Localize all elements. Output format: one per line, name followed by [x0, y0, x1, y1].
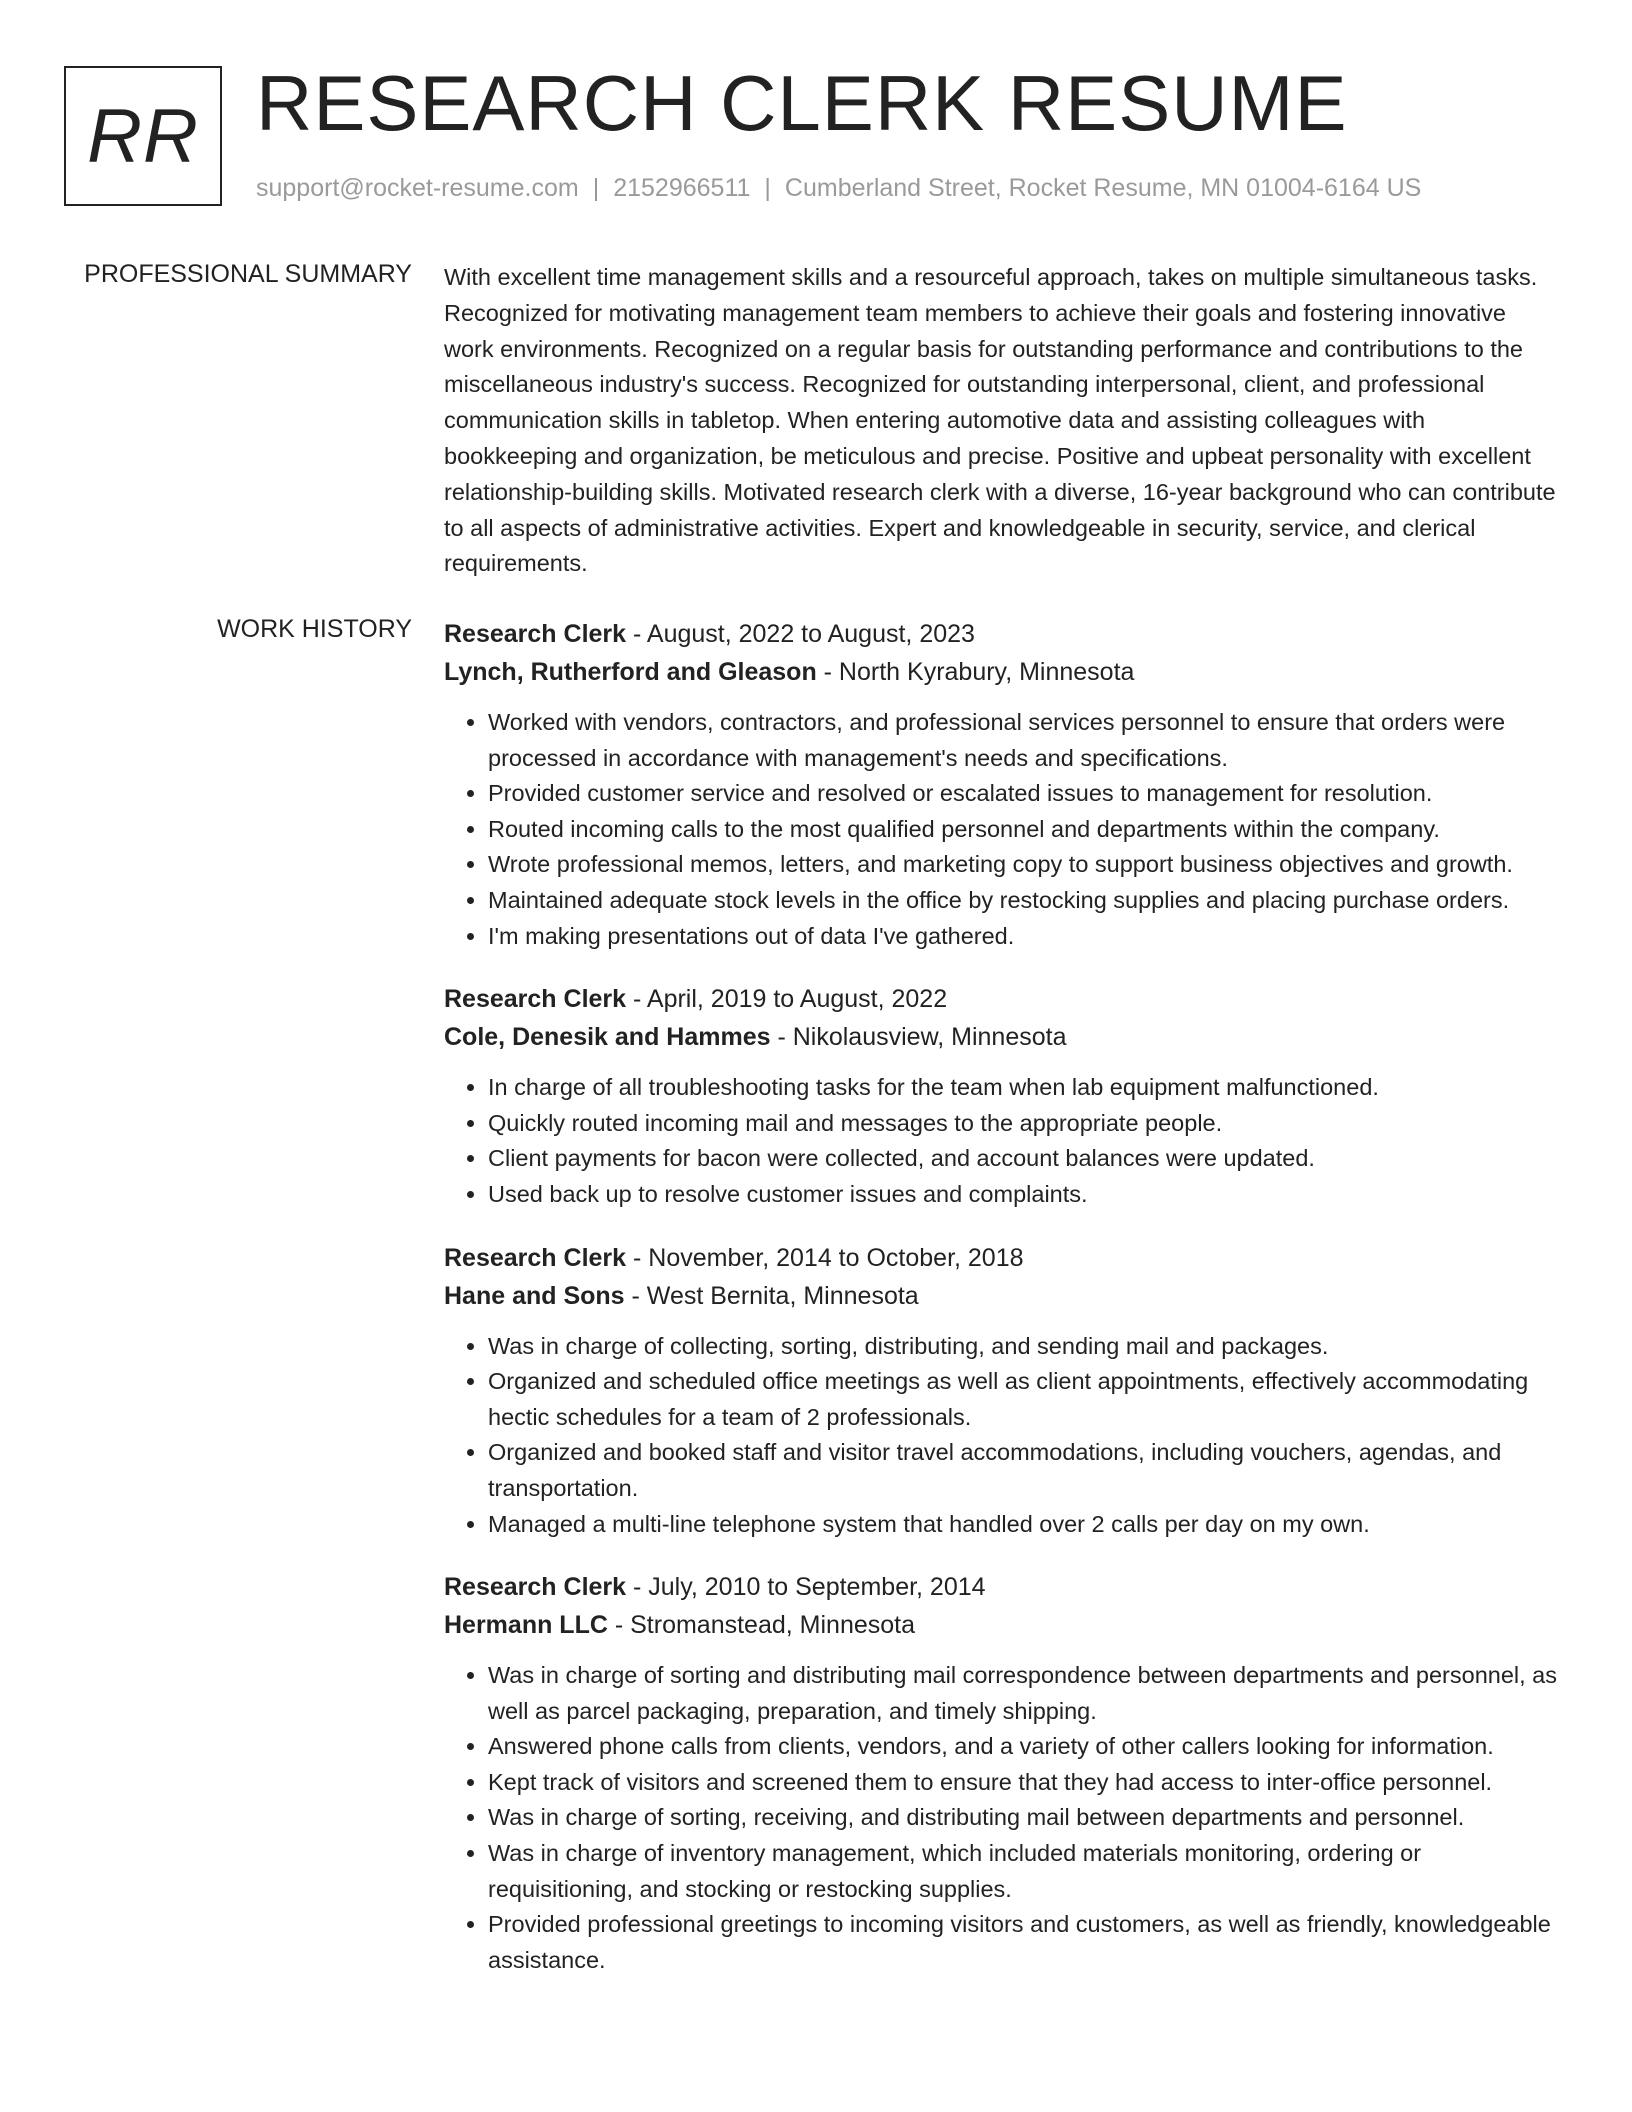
job-entry	[444, 1568, 1559, 1978]
resume-title: RESEARCH CLERK RESUME	[256, 59, 1348, 147]
monogram-initials: RR	[87, 93, 199, 179]
job-bullet: • Managed a multi-line telephone system that handled over 2 calls per day on my own.	[488, 1507, 1559, 1543]
job-company: Hermann LLC	[444, 1611, 608, 1640]
job-company-line	[444, 1018, 1559, 1056]
contact-separator: |	[592, 174, 600, 202]
monogram-box	[64, 66, 222, 206]
job-bullet: • Answered phone calls from clients, vendors, and a variety of other callers looking for information.	[488, 1729, 1559, 1765]
job-company: Lynch, Rutherford and Gleason	[444, 658, 817, 686]
job-bullet: • Wrote professional memos, letters, and marketing copy to support business objectives and growth.	[488, 847, 1559, 883]
job-bullet-list	[444, 1658, 1559, 1978]
work-history-heading: WORK HISTORY	[217, 615, 412, 643]
summary-body	[444, 260, 1559, 582]
job-title: Research Clerk	[444, 985, 627, 1014]
job-bullet: • Provided customer service and resolved or escalated issues to management for resolution.	[488, 776, 1559, 812]
job-entry	[444, 980, 1559, 1212]
job-bullet-list	[444, 1329, 1559, 1543]
job-company-line	[444, 653, 1559, 691]
job-bullet: • Provided professional greetings to incoming visitors and customers, as well as friendly, knowledgeable assistance.	[488, 1907, 1559, 1978]
job-bullet: • I'm making presentations out of data I've gathered.	[488, 919, 1559, 955]
job-bullet: • Was in charge of collecting, sorting, distributing, and sending mail and packages.	[488, 1329, 1559, 1365]
job-company-line	[444, 1277, 1559, 1315]
job-company-line	[444, 1606, 1559, 1644]
work-history-body	[444, 615, 1559, 2004]
job-title-line	[444, 1239, 1559, 1277]
contact-address: Cumberland Street, Rocket Resume, MN 01004-6164 US	[784, 174, 1422, 202]
summary-text: With excellent time management skills and a resourceful approach, takes on multiple simultaneous tasks. Recognized for motivating management team members to achieve their goals and fostering innovative work environments. Recognized on a regular basis for outstanding performance and contributions to the miscellaneous industry's success. Recognized for outstanding interpersonal, client, and professional communication skills in tabletop. When entering automotive data and assisting colleagues with bookkeeping and organization, be meticulous and precise. Positive and upbeat personality with excellent relationship-building skills. Motivated research clerk with a diverse, 16-year background who can contribute to all aspects of administrative activities. Expert and knowledgeable in security, service, and clerical requirements.	[444, 264, 1556, 577]
job-bullet: • In charge of all troubleshooting tasks for the team when lab equipment malfunctioned.	[488, 1070, 1559, 1106]
job-title-line	[444, 615, 1559, 653]
job-bullet: • Maintained adequate stock levels in the office by restocking supplies and placing purchase orders.	[488, 883, 1559, 919]
job-location: - West Bernita, Minnesota	[624, 1281, 919, 1310]
job-dates: - August, 2022 to August, 2023	[626, 620, 975, 648]
job-title-line	[444, 1568, 1559, 1606]
job-title: Research Clerk	[444, 1243, 627, 1272]
job-bullet: • Routed incoming calls to the most qualified personnel and departments within the company.	[488, 812, 1559, 848]
contact-separator: |	[764, 174, 771, 202]
job-dates: - November, 2014 to October, 2018	[626, 1243, 1024, 1272]
job-bullet: • Quickly routed incoming mail and messages to the appropriate people.	[488, 1106, 1559, 1142]
contact-phone[interactable]: 2152966511	[613, 174, 751, 202]
job-bullet: • Was in charge of sorting, receiving, and distributing mail between departments and personnel.	[488, 1800, 1559, 1836]
contact-email[interactable]: support@rocket-resume.com	[256, 174, 579, 202]
job-title: Research Clerk	[444, 620, 627, 648]
job-bullet: • Worked with vendors, contractors, and professional services personnel to ensure that orders were processed in accordance with management's needs and specifications.	[488, 705, 1559, 776]
job-location: - Nikolausview, Minnesota	[770, 1023, 1067, 1052]
job-bullet: • Client payments for bacon were collected, and account balances were updated.	[488, 1141, 1559, 1177]
job-title-line	[444, 980, 1559, 1018]
job-bullet: • Organized and booked staff and visitor travel accommodations, including vouchers, agendas, and transportation.	[488, 1435, 1559, 1506]
job-location: - North Kyrabury, Minnesota	[816, 658, 1135, 686]
job-bullet: • Organized and scheduled office meetings as well as client appointments, effectively accommodating hectic schedules for a team of 2 professionals.	[488, 1364, 1559, 1435]
job-bullet: • Was in charge of sorting and distributing mail correspondence between departments and personnel, as well as parcel packaging, preparation, and timely shipping.	[488, 1658, 1559, 1729]
summary-heading: PROFESSIONAL SUMMARY	[84, 260, 412, 288]
job-location: - Stromanstead, Minnesota	[607, 1611, 915, 1640]
contact-line	[256, 174, 1421, 203]
job-dates: - April, 2019 to August, 2022	[626, 985, 948, 1014]
job-company: Hane and Sons	[444, 1281, 625, 1310]
job-bullet: • Was in charge of inventory management, which included materials monitoring, ordering or requisitioning, and stocking or restocking supplies.	[488, 1836, 1559, 1907]
job-entry	[444, 1239, 1559, 1543]
job-bullet: • Used back up to resolve customer issues and complaints.	[488, 1177, 1559, 1213]
job-entry	[444, 615, 1559, 954]
job-bullet: • Kept track of visitors and screened them to ensure that they had access to inter-office personnel.	[488, 1765, 1559, 1801]
job-bullet-list	[444, 705, 1559, 954]
job-dates: - July, 2010 to September, 2014	[626, 1573, 986, 1602]
job-company: Cole, Denesik and Hammes	[444, 1023, 771, 1052]
job-bullet-list	[444, 1070, 1559, 1212]
job-title: Research Clerk	[444, 1573, 627, 1602]
